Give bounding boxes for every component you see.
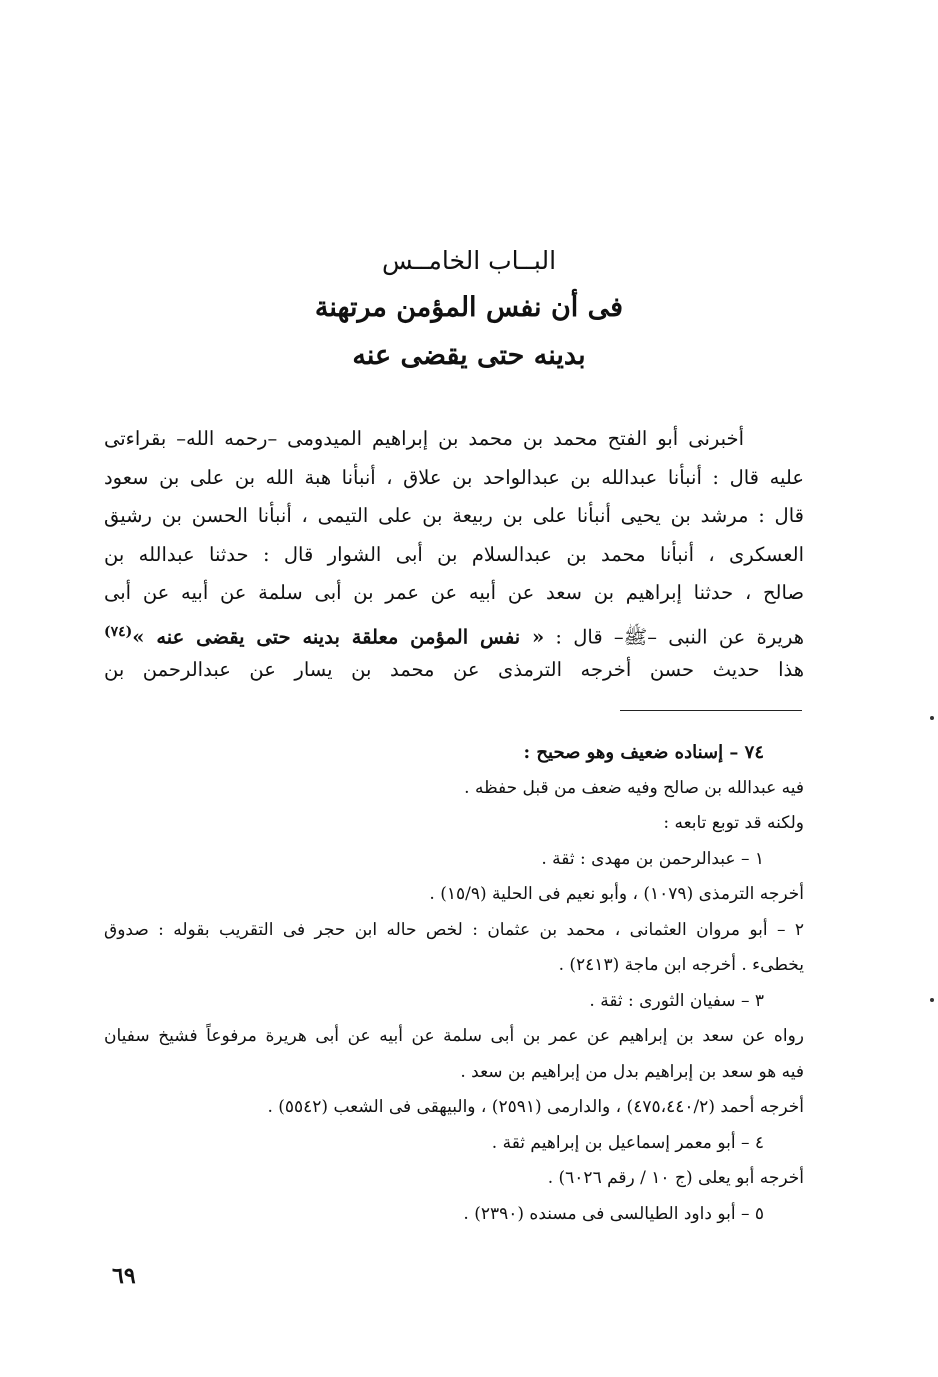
- chapter-label: البــاب الخامــس: [381, 246, 557, 275]
- scan-speck: [930, 998, 934, 1002]
- footnote-line: أخرجه أحمد (٤٧٥،٤٤٠/٢) ، والدارمى (٢٥٩١) ، والبيهقى فى الشعب (٥٥٤٢) .: [267, 1097, 804, 1117]
- main-text-line: أخبرنى أبو الفتح محمد بن محمد بن إبراهيم الميدومى –رحمه الله– بقراءتى: [104, 427, 744, 450]
- chapter-title-line-1: فى أن نفس المؤمن مرتهنة: [314, 292, 624, 323]
- main-text-line: هذا حديث حسن أخرجه الترمذى عن محمد بن يسار عن عبدالرحمن بن: [104, 658, 804, 681]
- footnote-line: أخرجه أبو يعلى (ج ١٠ / رقم ٦٠٢٦) .: [547, 1168, 804, 1188]
- footnote-line: أخرجه الترمذى (١٠٧٩) ، وأبو نعيم فى الحلية (١٥/٩) .: [429, 884, 804, 904]
- main-text: [104, 420, 804, 690]
- footnote-line: ولكنه قد توبع تابعه :: [663, 813, 804, 833]
- footnote-separator: [620, 710, 802, 711]
- footnote-line: يخطىء . أخرجه ابن ماجة (٢٤١٣) .: [558, 955, 804, 975]
- footnote-line: فيه هو سعد بن إبراهيم بدل من إبراهيم بن سعد .: [460, 1061, 804, 1082]
- scan-speck: [930, 716, 934, 720]
- footnote-line: ٤ – أبو معمر إسماعيل بن إبراهيم ثقة .: [491, 1132, 764, 1153]
- footnote-line: ٥ – أبو داود الطيالسى فى مسنده (٢٣٩٠) .: [463, 1203, 764, 1224]
- footnote-line: ١ – عبدالرحمن بن مهدى : ثقة .: [541, 848, 764, 869]
- footnote-line: فيه عبدالله بن صالح وفيه ضعف من قبل حفظه .: [464, 777, 804, 798]
- footnote-reference[interactable]: (٧٤): [104, 623, 133, 640]
- main-text-line-hadith: [104, 613, 804, 652]
- chapter-title-line-2: بدينه حتى يقضى عنه: [352, 340, 586, 371]
- footnote-line: ٣ – سفيان الثورى : ثقة .: [589, 990, 764, 1011]
- hadith-intro: هريرة عن النبى –ﷺ– قال :: [555, 625, 804, 648]
- footnotes: [104, 735, 804, 1232]
- footnote-line: رواه عن سعد بن إبراهيم عن عمر بن أبى سلمة عن أبيه عن أبى هريرة مرفوعاً فشيخ سفيان: [104, 1026, 804, 1046]
- main-text-line: قال : مرشد بن يحيى أنبأنا على بن ربيعة بن على التيمى ، أنبأنا الحسن بن رشيق: [104, 504, 804, 527]
- main-text-line: عليه قال : أنبأنا عبدالله بن عبدالواحد بن علاق ، أنبأنا هبة الله بن على بن سعود: [104, 465, 804, 489]
- main-text-line: العسكرى ، أنبأنا محمد بن عبدالسلام بن أبى الشوار قال : حدثنا عبدالله بن: [104, 542, 804, 566]
- main-text-line: صالح ، حدثنا إبراهيم بن سعد عن أبيه عن عمر بن أبى سلمة عن أبيه عن أبى: [104, 581, 804, 604]
- page-number: ٦٩: [112, 1263, 136, 1289]
- hadith-text: « نفس المؤمن معلقة بدينه حتى يقضى عنه »: [132, 625, 545, 648]
- footnote-line: ٢ – أبو مروان العثمانى ، محمد بن عثمان : لخص حاله ابن حجر فى التقريب بقوله : صدوق: [104, 919, 804, 940]
- footnote-heading: ٧٤ – إسناده ضعيف وهو صحيح :: [523, 742, 764, 763]
